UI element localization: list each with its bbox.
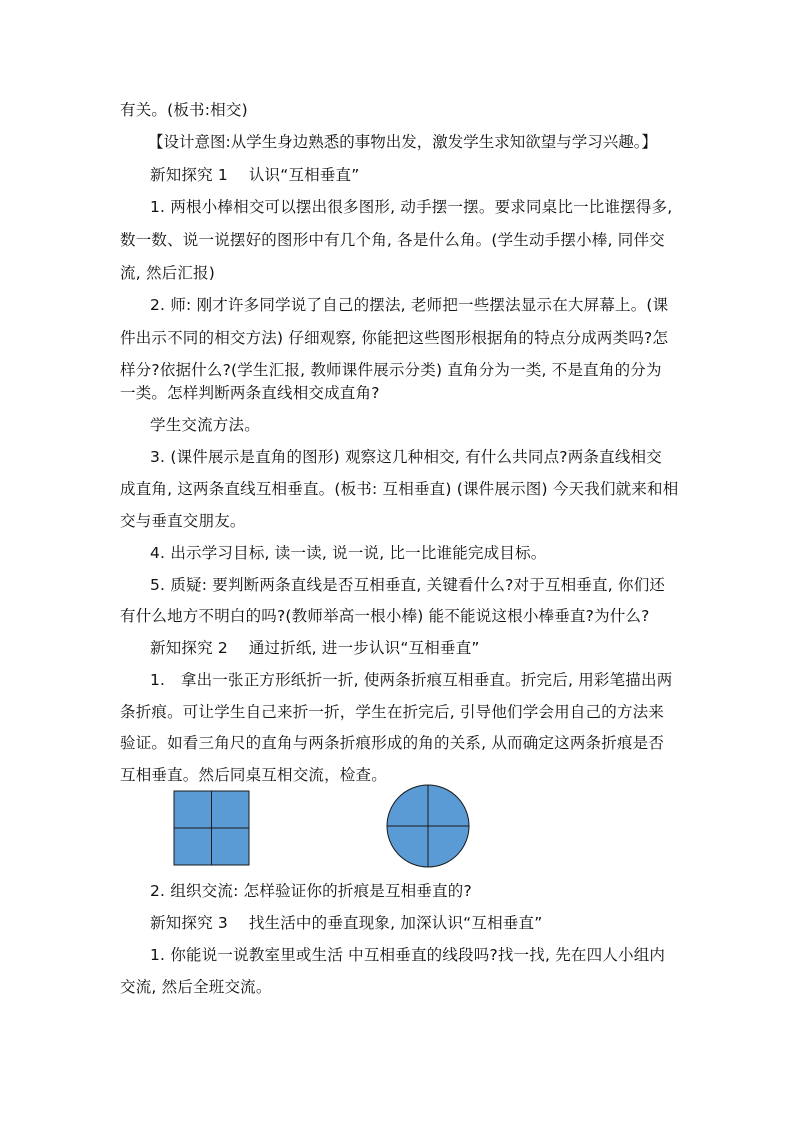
paragraph-line: 交与垂直交朋友。	[120, 512, 246, 530]
section-heading-2: 新知探究 2 通过折纸, 进一步认识“互相垂直”	[150, 639, 480, 657]
paragraph-line: 1. 拿出一张正方形纸折一折, 使两条折痕互相垂直。折完后, 用彩笔描出两	[150, 671, 673, 689]
section-heading-1: 新知探究 1 认识“互相垂直”	[150, 166, 360, 184]
paragraph-line: 流, 然后汇报)	[120, 264, 216, 282]
design-intent-line: 【设计意图:从学生身边熟悉的事物出发，激发学生求知欲望与学习兴趣。】	[148, 133, 657, 151]
paragraph-line: 学生交流方法。	[150, 416, 260, 434]
paragraph-line: 成直角, 这两条直线互相垂直。(板书: 互相垂直) (课件展示图) 今天我们就来和相	[120, 480, 679, 498]
paragraph-line: 4. 出示学习目标, 读一读, 说一说, 比一比谁能完成目标。	[150, 544, 547, 562]
paragraph-line: 一类。怎样判断两条直线相交成直角?	[120, 384, 380, 402]
paragraph-line: 条折痕。可让学生自己来折一折，学生在折完后, 引导他们学会用自己的方法来	[120, 703, 665, 721]
paragraph-line: 2. 师: 刚才许多同学说了自己的摆法, 老师把一些摆法显示在大屏幕上。(课	[150, 296, 669, 314]
paragraph-line: 样分?依据什么?(学生汇报, 教师课件展示分类) 直角分为一类, 不是直角的分为	[120, 361, 662, 379]
paragraph-line: 5. 质疑: 要判断两条直线是否互相垂直, 关键看什么?对于互相垂直, 你们还	[150, 576, 666, 594]
paragraph-line: 有关。(板书:相交)	[120, 101, 248, 119]
paragraph-line: 1. 两根小棒相交可以摆出很多图形, 动手摆一摆。要求同桌比一比谁摆得多,	[150, 198, 673, 216]
paragraph-line: 1. 你能说一说教室里或生活 中互相垂直的线段吗?找一找, 先在四人小组内	[150, 946, 666, 964]
paragraph-line: 验证。如看三角尺的直角与两条折痕形成的角的关系, 从而确定这两条折痕是否	[120, 734, 665, 752]
section-heading-3: 新知探究 3 找生活中的垂直现象, 加深认识“互相垂直”	[150, 914, 543, 932]
folded-circle-figure	[387, 785, 469, 867]
paragraph-line: 3. (课件展示是直角的图形) 观察这几种相交, 有什么共同点?两条直线相交	[150, 448, 662, 466]
paragraph-line: 2. 组织交流: 怎样验证你的折痕是互相垂直的?	[150, 882, 472, 900]
folded-square-figure	[174, 791, 249, 865]
paragraph-line: 互相垂直。然后同桌互相交流，检查。	[120, 766, 387, 784]
paragraph-line: 交流, 然后全班交流。	[120, 978, 272, 996]
paragraph-line: 数一数、说一说摆好的图形中有几个角, 各是什么角。(学生动手摆小棒, 同伴交	[120, 231, 665, 249]
paragraph-line: 有什么地方不明白的吗?(教师举高一根小棒) 能不能说这根小棒垂直?为什么?	[120, 607, 650, 625]
paragraph-line: 件出示不同的相交方法) 仔细观察, 你能把这些图形根据角的特点分成两类吗?怎	[120, 329, 669, 347]
